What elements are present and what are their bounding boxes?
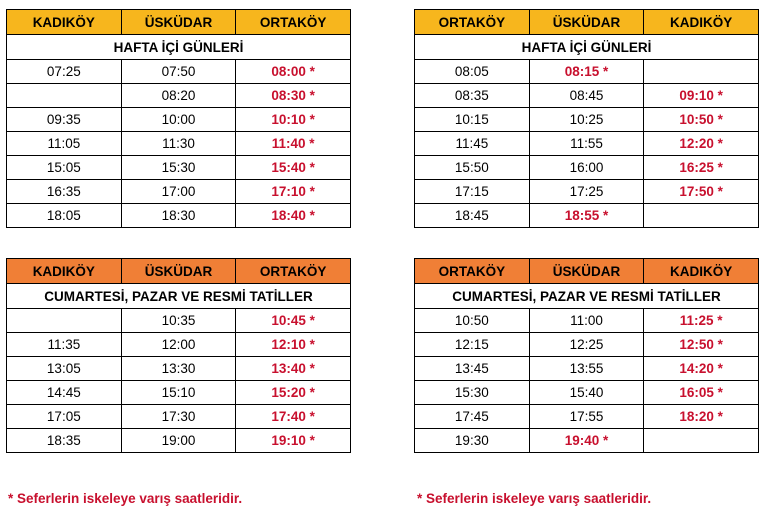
departure-time-cell: 15:30 — [415, 381, 530, 405]
departure-time-cell: 19:30 — [415, 429, 530, 453]
schedule-subtitle-row — [415, 35, 759, 60]
departure-time-cell: 08:20 — [121, 84, 236, 108]
weekend-kadikoy-ortakoy-table — [6, 258, 351, 453]
departure-time-cell: 10:15 — [415, 108, 530, 132]
header-row — [415, 259, 759, 284]
table-row — [415, 405, 759, 429]
schedule-subtitle: CUMARTESİ, PAZAR VE RESMİ TATİLLER — [415, 284, 759, 309]
table-row — [7, 156, 351, 180]
table-row — [415, 132, 759, 156]
table-row — [7, 132, 351, 156]
column-header: ORTAKÖY — [236, 10, 351, 35]
departure-time-cell — [644, 60, 759, 84]
departure-time-cell: 17:30 — [121, 405, 236, 429]
table-row — [7, 180, 351, 204]
table-row — [7, 333, 351, 357]
table-row — [415, 309, 759, 333]
arrival-time-cell: 15:40 * — [236, 156, 351, 180]
departure-time-cell: 13:05 — [7, 357, 122, 381]
table-row — [415, 84, 759, 108]
departure-time-cell: 17:25 — [529, 180, 644, 204]
table-row — [7, 405, 351, 429]
column-header: KADIKÖY — [644, 10, 759, 35]
departure-time-cell: 16:00 — [529, 156, 644, 180]
departure-time-cell: 17:15 — [415, 180, 530, 204]
arrival-time-cell: 08:30 * — [236, 84, 351, 108]
arrival-time-cell: 12:10 * — [236, 333, 351, 357]
departure-time-cell: 10:50 — [415, 309, 530, 333]
table-row — [7, 108, 351, 132]
arrival-time-cell: 18:55 * — [529, 204, 644, 228]
departure-time-cell: 10:25 — [529, 108, 644, 132]
column-header: ORTAKÖY — [415, 259, 530, 284]
arrival-time-cell: 19:10 * — [236, 429, 351, 453]
arrival-time-cell: 19:40 * — [529, 429, 644, 453]
arrival-time-cell: 12:20 * — [644, 132, 759, 156]
arrival-note-right: * Seferlerin iskeleye varış saatleridir. — [417, 491, 652, 506]
arrival-time-cell: 16:05 * — [644, 381, 759, 405]
table-row — [415, 60, 759, 84]
departure-time-cell: 07:25 — [7, 60, 122, 84]
departure-time-cell: 18:05 — [7, 204, 122, 228]
table-row — [7, 381, 351, 405]
table-row — [7, 204, 351, 228]
header-row — [7, 259, 351, 284]
schedule-subtitle-row — [7, 35, 351, 60]
weekday-ortakoy-kadikoy-table — [414, 9, 759, 228]
departure-time-cell: 13:55 — [529, 357, 644, 381]
table-row — [415, 108, 759, 132]
arrival-time-cell: 10:50 * — [644, 108, 759, 132]
schedule-subtitle: HAFTA İÇİ GÜNLERİ — [7, 35, 351, 60]
departure-time-cell: 11:35 — [7, 333, 122, 357]
column-header: ORTAKÖY — [415, 10, 530, 35]
departure-time-cell: 12:25 — [529, 333, 644, 357]
departure-time-cell: 17:00 — [121, 180, 236, 204]
departure-time-cell: 15:05 — [7, 156, 122, 180]
departure-time-cell: 13:30 — [121, 357, 236, 381]
departure-time-cell: 15:50 — [415, 156, 530, 180]
departure-time-cell: 07:50 — [121, 60, 236, 84]
table-row — [7, 60, 351, 84]
header-row — [7, 10, 351, 35]
column-header: ORTAKÖY — [236, 259, 351, 284]
departure-time-cell: 17:05 — [7, 405, 122, 429]
schedule-subtitle-row — [7, 284, 351, 309]
arrival-time-cell: 16:25 * — [644, 156, 759, 180]
departure-time-cell: 15:40 — [529, 381, 644, 405]
departure-time-cell: 08:05 — [415, 60, 530, 84]
departure-time-cell — [7, 309, 122, 333]
header-row — [415, 10, 759, 35]
arrival-time-cell: 10:45 * — [236, 309, 351, 333]
departure-time-cell — [644, 204, 759, 228]
departure-time-cell: 11:05 — [7, 132, 122, 156]
departure-time-cell: 18:45 — [415, 204, 530, 228]
column-header: ÜSKÜDAR — [529, 259, 644, 284]
column-header: KADIKÖY — [7, 10, 122, 35]
arrival-note-left: * Seferlerin iskeleye varış saatleridir. — [8, 491, 243, 506]
arrival-time-cell: 15:20 * — [236, 381, 351, 405]
column-header: ÜSKÜDAR — [529, 10, 644, 35]
arrival-time-cell: 08:15 * — [529, 60, 644, 84]
departure-time-cell: 11:45 — [415, 132, 530, 156]
table-row — [415, 204, 759, 228]
arrival-time-cell: 11:25 * — [644, 309, 759, 333]
departure-time-cell: 17:45 — [415, 405, 530, 429]
arrival-time-cell: 08:00 * — [236, 60, 351, 84]
arrival-time-cell: 10:10 * — [236, 108, 351, 132]
column-header: KADIKÖY — [7, 259, 122, 284]
departure-time-cell: 15:30 — [121, 156, 236, 180]
departure-time-cell: 12:00 — [121, 333, 236, 357]
weekday-kadikoy-ortakoy-table — [6, 9, 351, 228]
arrival-time-cell: 17:10 * — [236, 180, 351, 204]
arrival-time-cell: 18:40 * — [236, 204, 351, 228]
arrival-time-cell: 11:40 * — [236, 132, 351, 156]
table-row — [7, 309, 351, 333]
departure-time-cell — [7, 84, 122, 108]
departure-time-cell: 10:35 — [121, 309, 236, 333]
arrival-time-cell: 13:40 * — [236, 357, 351, 381]
departure-time-cell: 08:45 — [529, 84, 644, 108]
departure-time-cell: 11:55 — [529, 132, 644, 156]
departure-time-cell — [644, 429, 759, 453]
schedule-subtitle: CUMARTESİ, PAZAR VE RESMİ TATİLLER — [7, 284, 351, 309]
table-row — [7, 357, 351, 381]
table-row — [415, 381, 759, 405]
table-row — [415, 180, 759, 204]
departure-time-cell: 19:00 — [121, 429, 236, 453]
column-header: KADIKÖY — [644, 259, 759, 284]
departure-time-cell: 09:35 — [7, 108, 122, 132]
arrival-time-cell: 09:10 * — [644, 84, 759, 108]
departure-time-cell: 16:35 — [7, 180, 122, 204]
departure-time-cell: 17:55 — [529, 405, 644, 429]
weekend-ortakoy-kadikoy-table — [414, 258, 759, 453]
table-row — [7, 84, 351, 108]
departure-time-cell: 18:30 — [121, 204, 236, 228]
departure-time-cell: 10:00 — [121, 108, 236, 132]
column-header: ÜSKÜDAR — [121, 10, 236, 35]
departure-time-cell: 14:45 — [7, 381, 122, 405]
table-row — [415, 156, 759, 180]
column-header: ÜSKÜDAR — [121, 259, 236, 284]
schedule-subtitle: HAFTA İÇİ GÜNLERİ — [415, 35, 759, 60]
table-row — [415, 429, 759, 453]
departure-time-cell: 15:10 — [121, 381, 236, 405]
departure-time-cell: 11:30 — [121, 132, 236, 156]
table-row — [7, 429, 351, 453]
departure-time-cell: 12:15 — [415, 333, 530, 357]
arrival-time-cell: 18:20 * — [644, 405, 759, 429]
departure-time-cell: 18:35 — [7, 429, 122, 453]
arrival-time-cell: 17:50 * — [644, 180, 759, 204]
departure-time-cell: 11:00 — [529, 309, 644, 333]
arrival-time-cell: 12:50 * — [644, 333, 759, 357]
table-row — [415, 333, 759, 357]
arrival-time-cell: 17:40 * — [236, 405, 351, 429]
schedule-subtitle-row — [415, 284, 759, 309]
departure-time-cell: 08:35 — [415, 84, 530, 108]
arrival-time-cell: 14:20 * — [644, 357, 759, 381]
table-row — [415, 357, 759, 381]
departure-time-cell: 13:45 — [415, 357, 530, 381]
